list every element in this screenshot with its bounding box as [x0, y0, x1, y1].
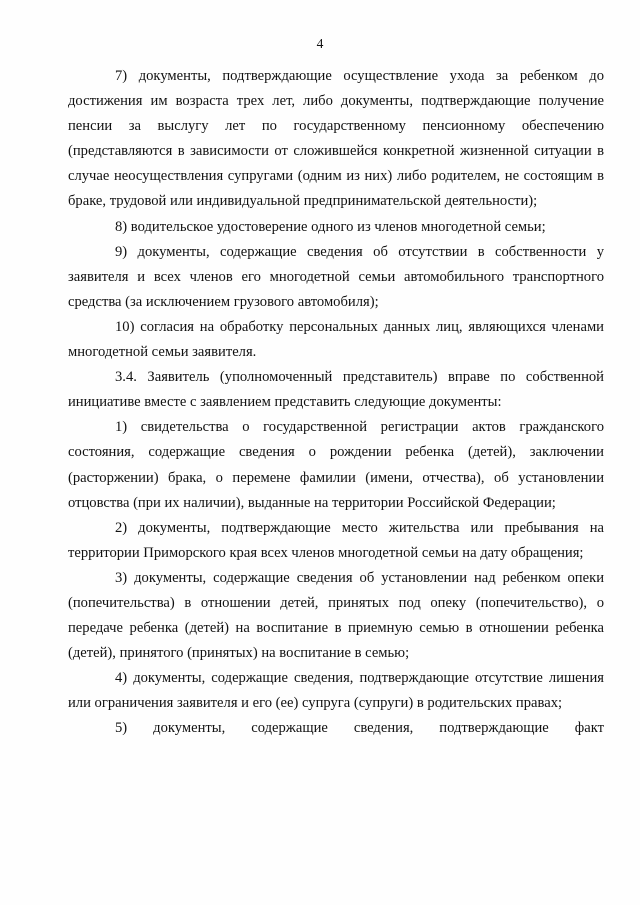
document-body — [68, 64, 604, 742]
paragraph-item-10: 10) согласия на обработку персональных данных лиц, являющихся членами многодетной семьи заявителя. — [68, 318, 604, 361]
paragraph-list-item-2: 2) документы, подтверждающие место жительства или пребывания на территории Приморского края всех членов многодетной семьи на дату обращения; — [68, 519, 604, 561]
paragraph-item-8: 8) водительское удостоверение одного из членов многодетной семьи; — [115, 218, 546, 235]
page-number: 4 — [316, 36, 324, 51]
paragraph-list-item-5: 5) документы, содержащие сведения, подтверждающие факт — [115, 720, 604, 737]
paragraph-list-item-3: 3) документы, содержащие сведения об установлении над ребенком опеки (попечительства) в отношении детей, принятых под опеку (попечительство), о передаче ребенка (детей) на воспитание в приемную семью в отношении ребенка (детей), принятого (принятых) на воспитание в семью; — [68, 569, 604, 662]
paragraph-list-item-4: 4) документы, содержащие сведения, подтверждающие отсутствие лишения или ограничения заявителя и его (ее) супруга (супруги) в родительских правах; — [68, 670, 604, 712]
paragraph-item-9: 9) документы, содержащие сведения об отсутствии в собственности у заявителя и всех членов его многодетной семьи автомобильного транспортного средства (за исключением грузового автомобиля); — [68, 243, 604, 310]
paragraph-list-item-1: 1) свидетельства о государственной регистрации актов гражданского состояния, содержащие сведения о рождении ребенка (детей), заключении (расторжении) брака, о перемене фамилии (имени, отчества), об установлении отцовства (при их наличии), выданные на территории Российской Федерации; — [68, 419, 604, 511]
paragraph-item-7: 7) документы, подтверждающие осуществление ухода за ребенком до достижения им возраста трех лет, либо документы, подтверждающие получение пенсии за выслугу лет по государственному пенсионному обеспечению (представляются в зависимости от сложившейся конкретной жизненной ситуации в случае неосуществления супругами (одним из них) либо родителем, не состоящим в браке, трудовой или индивидуальной предпринимательской деятельности); — [68, 68, 604, 210]
paragraph-section-3-4: 3.4. Заявитель (уполномоченный представитель) вправе по собственной инициативе вместе с заявлением представить следующие документы: — [68, 369, 604, 411]
